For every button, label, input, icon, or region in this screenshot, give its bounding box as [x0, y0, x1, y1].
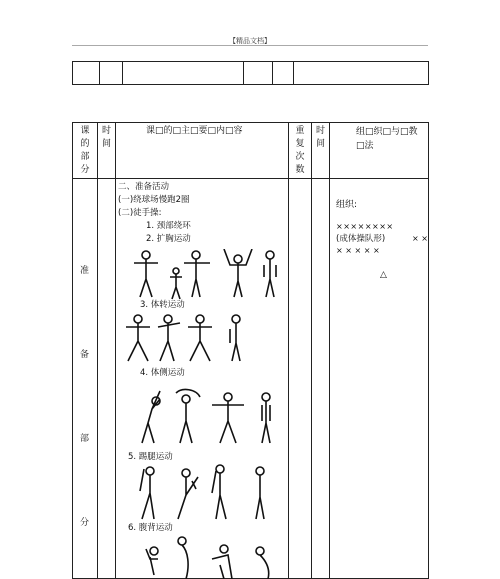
organization-cell [330, 179, 429, 579]
exercise-item: 1. 颈部绕环 [146, 221, 191, 231]
time-cell-2 [312, 179, 330, 579]
teacher-position-icon: △ [380, 270, 387, 280]
empty-cell [244, 62, 273, 85]
exercise-item: 6. 腹背运动 [128, 523, 173, 533]
exercise-item: 4. 体侧运动 [140, 368, 185, 378]
side-bend-figures [136, 385, 296, 445]
time-cell [98, 179, 116, 579]
content-cell [116, 179, 289, 579]
formation-row: × × [412, 234, 428, 243]
jog-item: (一)绕球场慢跑2圈 [118, 195, 190, 205]
header-time-2: 时间 [312, 123, 330, 179]
warmup-title: 二、准备活动 [118, 182, 170, 192]
header-divider [72, 45, 428, 46]
top-empty-table [72, 61, 429, 85]
formation-label: (成体操队形) [336, 234, 386, 244]
empty-cell [294, 62, 429, 85]
header-organization: 组□织□与□教□法 [330, 123, 429, 179]
trunk-rotation-figures [124, 313, 274, 365]
kick-figures [136, 463, 296, 521]
exercise-item: 5. 踢腿运动 [128, 452, 173, 462]
formation-row: × × × × × [336, 246, 380, 255]
section-char: 分 [80, 518, 90, 528]
exercise-item: 2. 扩胸运动 [146, 234, 191, 244]
empty-cell [273, 62, 294, 85]
document-header: 【精品文档】 [229, 37, 271, 45]
abdomen-back-figures [136, 535, 296, 579]
header-content: 课□的□主□要□内□容 [116, 123, 289, 179]
warmup-row [73, 179, 429, 579]
table-header-row [73, 123, 429, 179]
exercise-heading: (二)徒手操: [118, 208, 162, 218]
header-time: 时间 [98, 123, 116, 179]
section-char: 准 [80, 266, 90, 276]
empty-cell [73, 62, 100, 85]
lesson-plan-table [72, 122, 429, 579]
header-repeats: 重复次数 [289, 123, 312, 179]
empty-cell [100, 62, 123, 85]
chest-expansion-figures [130, 249, 280, 301]
header-lesson-part: 课的部分 [73, 123, 98, 179]
organization-label: 组织: [336, 200, 358, 210]
empty-cell [123, 62, 244, 85]
section-label [73, 179, 98, 579]
section-char: 部 [80, 434, 90, 444]
section-char: 备 [80, 350, 90, 360]
exercise-item: 3. 体转运动 [140, 300, 185, 310]
formation-row: ×××××××× [336, 222, 394, 231]
